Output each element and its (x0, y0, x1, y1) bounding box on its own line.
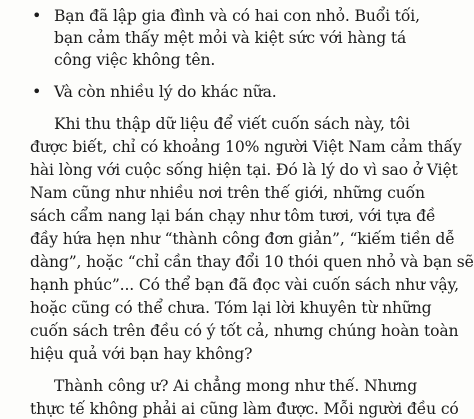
paragraph-1-line-3: hài lòng với cuộc sống hiện tại. Đó là lý do vì sao ở Việt (30, 161, 458, 179)
bullet-1-line-1: Bạn đã lập gia đình và có hai con nhỏ. Buổi tối, (54, 7, 420, 25)
paragraph-1-line-4: Nam cũng như nhiều nơi trên thế giới, những cuốn (30, 184, 425, 202)
paragraph-2-line-2: thực tế không phải ai cũng làm được. Mỗi người đều có (30, 400, 459, 418)
paragraph-1-line-7: dàng”, hoặc “chỉ cần thay đổi 10 thói quen nhỏ và bạn sẽ (30, 253, 474, 271)
paragraph-1-line-5: sách cẩm nang lại bán chạy như tôm tươi, với tựa đề (30, 207, 436, 225)
bullet-marker: • (32, 6, 42, 25)
paragraph-1-line-10: cuốn sách trên đều có ý tốt cả, nhưng chúng hoàn toàn (30, 322, 459, 340)
bullet-marker: • (32, 82, 42, 101)
paragraph-1-line-8: hạnh phúc”... Có thể bạn đã đọc vài cuốn sách như vậy, (30, 276, 459, 294)
paragraph-1-line-9: hoặc cũng có thể chưa. Tóm lại lời khuyên từ những (30, 299, 432, 317)
bullet-1-line-3: công việc không tên. (54, 51, 216, 69)
paragraph-1-line-11: hiệu quả với bạn hay không? (30, 345, 253, 363)
bullet-1-line-2: bạn cảm thấy mệt mỏi và kiệt sức với hàng tá (54, 29, 407, 47)
paragraph-2-line-1: Thành công ư? Ai chẳng mong như thế. Nhưng (54, 377, 418, 395)
paragraph-1-line-6: đầy hứa hẹn như “thành công đơn giản”, “kiếm tiền dễ (30, 230, 455, 248)
paragraph-1-line-1: Khi thu thập dữ liệu để viết cuốn sách này, tôi (54, 115, 410, 133)
bullet-2-line-1: Và còn nhiều lý do khác nữa. (54, 83, 277, 101)
paragraph-1-line-2: được biết, chỉ có khoảng 10% người Việt Nam cảm thấy (30, 138, 462, 156)
